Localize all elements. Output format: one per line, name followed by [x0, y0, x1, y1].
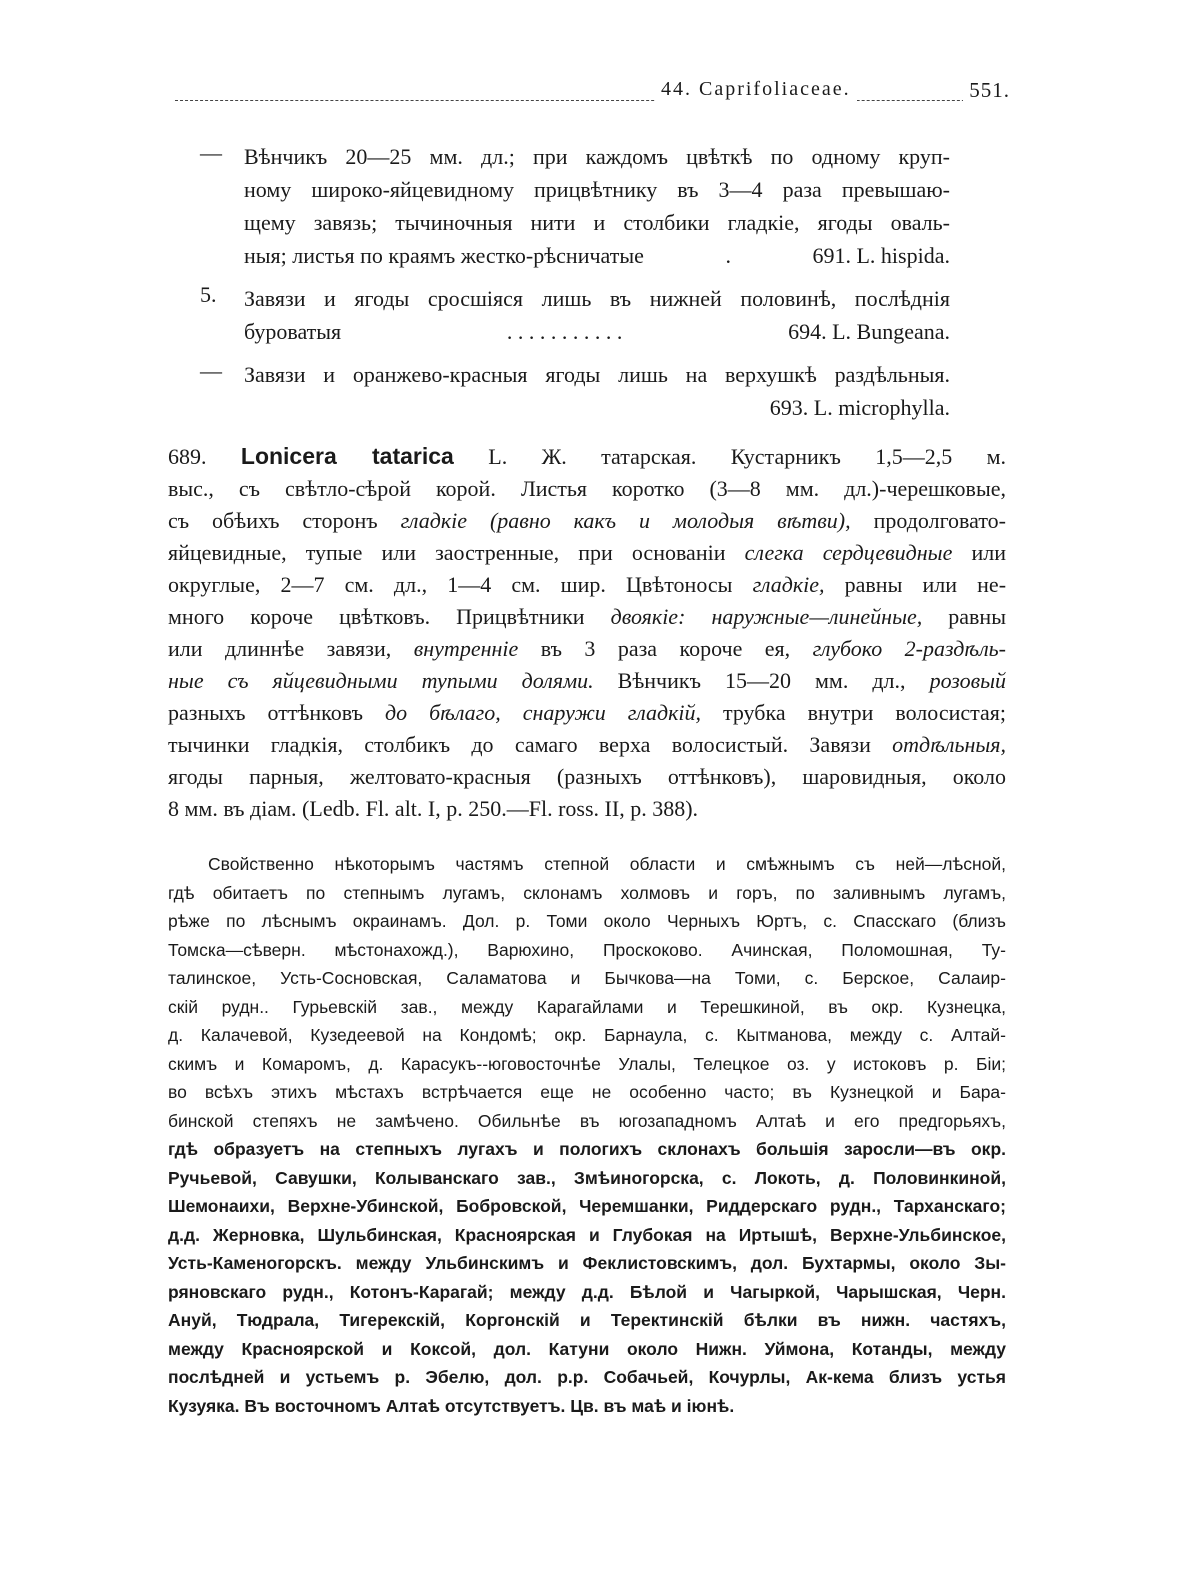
page-number: 551. [963, 78, 1010, 103]
key-dots: . [725, 243, 731, 268]
key-entry-microphylla [200, 358, 950, 424]
distrib-line: скимъ и Комаромъ, д. Карасукъ--юговосточнѣе Улалы, Телецкое оз. у истоковъ р. Біи; [168, 1053, 1006, 1074]
distrib-line: талинское, Усть-Сосновская, Саламатова и Бычкова—на Томи, с. Берское, Салаир- [168, 968, 1006, 988]
distrib-line: Ручьевой, Савушки, Колыванскаго зав., Змѣиногорска, с. Локоть, д. Половинкиной, [168, 1167, 1006, 1188]
desc-line [168, 537, 1006, 569]
key-final-text: буроватыя [244, 319, 342, 344]
desc-text: разныхъ оттѣнковъ [168, 700, 363, 725]
desc-line [168, 505, 1006, 537]
distrib-line: Усть-Каменогорскъ. между Ульбинскимъ и Феклистовскимъ, дол. Бухтармы, около Зы- [168, 1253, 1006, 1273]
desc-text: или длиннѣе завязи, [168, 636, 392, 661]
desc-text: или [971, 540, 1006, 565]
distrib-line: между Красноярской и Коксой, дол. Катуни около Нижн. Уймона, Котанды, между [168, 1338, 1006, 1359]
desc-italic: розовый [929, 668, 1007, 693]
species-name: Lonicera tatarica [240, 443, 454, 469]
desc-text: продолговато- [873, 508, 1007, 533]
key-line: щему завязь; тычиночныя нити и столбики гладкіе, ягоды оваль- [244, 210, 950, 235]
distrib-line: Ануй, Тюдрала, Тигерекскій, Коргонскій и Теректинскій бѣлки въ нижн. частяхъ, [168, 1310, 1006, 1330]
desc-line [168, 569, 1006, 601]
desc-italic: отдѣльныя, [892, 732, 1007, 757]
distrib-line: д. Калачевой, Кузедеевой на Кондомѣ; окр. Барнаула, с. Кытманова, между с. Алтай- [168, 1025, 1006, 1045]
desc-line: ягоды парныя, желтовато-красныя (разныхъ оттѣнковъ), шаровидныя, около [168, 764, 1006, 789]
header-rule [175, 100, 1010, 101]
distrib-line: послѣдней и устьемъ р. Эбелю, дол. р.р. Собачьей, Кочурлы, Ак-кема близъ устья [168, 1367, 1006, 1387]
desc-text: равны или не- [844, 572, 1007, 597]
key-line: Вѣнчикъ 20—25 мм. дл.; при каждомъ цвѣткѣ по одному круп- [244, 144, 950, 169]
desc-text: съ обѣихъ сторонъ [168, 508, 378, 533]
distrib-line: рѣже по лѣснымъ окраинамъ. Дол. р. Томи около Черныхъ Юртъ, с. Спасскаго (близъ [168, 911, 1006, 931]
key-line: ному широко-яйцевидному прицвѣтнику въ 3—4 раза превышаю- [244, 177, 950, 202]
key-final-line [244, 315, 950, 348]
key-mark: — [200, 358, 222, 383]
key-entry-bungeana [200, 282, 950, 348]
desc-line [168, 665, 1006, 697]
desc-line [168, 601, 1006, 633]
key-final-line [244, 239, 950, 272]
species-description [168, 440, 1006, 825]
distrib-line: во всѣхъ этихъ мѣстахъ встрѣчается еще не особенно часто; въ Кузнецкой и Бара- [168, 1082, 1006, 1102]
distribution-text [168, 850, 1006, 1420]
distrib-line: Шемонаихи, Верхне-Убинской, Бобровской, Черемшанки, Риддерскаго рудн., Тарханскаго; [168, 1196, 1006, 1216]
desc-italic: гладкіе, [752, 572, 825, 597]
desc-text: тычинки гладкія, столбикъ до самаго верха волосистый. Завязи [168, 732, 871, 757]
key-line: Завязи и ягоды сросшіяся лишь въ нижней половинѣ, послѣднія [244, 286, 950, 311]
key-species-ref: 694. L. Bungeana. [788, 319, 950, 344]
distrib-line: д.д. Жерновка, Шульбинская, Красноярская и Глубокая на Иртышѣ, Верхне-Ульбинское, [168, 1224, 1006, 1245]
desc-line [168, 633, 1006, 665]
desc-text: равны [948, 604, 1006, 629]
distrib-line: Кузуяка. Въ восточномъ Алтаѣ отсутствуетъ. Цв. въ маѣ и іюнѣ. [168, 1395, 735, 1416]
desc-text: L. Ж. татарская. Кустарникъ 1,5—2,5 м. [488, 444, 1006, 469]
distrib-line: бинской степяхъ не замѣчено. Обильнѣе въ югозападномъ Алтаѣ и его предгорьяхъ, [168, 1110, 1006, 1131]
key-dots: . . . . . . . . . . . [506, 319, 623, 344]
desc-line [168, 440, 1006, 473]
desc-line: выс., съ свѣтло-сѣрой корой. Листья коротко (3—8 мм. дл.)-черешковые, [168, 476, 1006, 501]
distrib-line: гдѣ обитаетъ по степнымъ лугамъ, склонамъ холмовъ и горъ, по заливнымъ лугамъ, [168, 882, 1006, 903]
desc-italic: до бѣлаго, снаружи гладкій, [384, 700, 701, 725]
desc-line [168, 697, 1006, 729]
key-mark: 5. [200, 282, 217, 307]
key-final-text: ныя; листья по краямъ жестко-рѣсничатые [244, 243, 644, 268]
key-mark: — [200, 140, 222, 165]
desc-italic: внутренніе [413, 636, 519, 661]
desc-italic: гладкіе (равно какъ и молодыя вѣтви), [400, 508, 851, 533]
family-title: 44. Caprifoliaceae. [655, 78, 857, 101]
key-entry-hispida [200, 140, 950, 272]
desc-text: трубка внутри волосистая; [722, 700, 1007, 725]
key-species-ref: 691. L. hispida. [812, 243, 950, 268]
desc-italic: ные съ яйцевидными тупыми долями. [168, 668, 594, 693]
desc-text: въ 3 раза короче ея, [540, 636, 791, 661]
desc-italic: двоякіе: наружные—линейные, [610, 604, 923, 629]
desc-italic: глубоко 2-раздѣль- [812, 636, 1007, 661]
key-species-ref: 693. L. microphylla. [769, 395, 950, 420]
distrib-line: гдѣ образуетъ на степныхъ лугахъ и пологихъ склонахъ большія заросли—въ окр. [168, 1139, 1006, 1159]
identification-key [200, 140, 950, 434]
desc-line: 8 мм. въ діам. (Ledb. Fl. alt. I, p. 250.—Fl. ross. II, p. 388). [168, 796, 699, 821]
distrib-line: ряновскаго рудн., Котонъ-Карагай; между д.д. Бѣлой и Чагыркой, Чарышская, Черн. [168, 1281, 1006, 1302]
desc-text: Вѣнчикъ 15—20 мм. дл., [617, 668, 906, 693]
desc-italic: слегка сердцевидные [744, 540, 953, 565]
desc-text: много короче цвѣтковъ. Прицвѣтники [168, 604, 585, 629]
distrib-line: Томска—сѣверн. мѣстонахожд.), Варюхино, Проскоково. Ачинская, Поломошная, Ту- [168, 939, 1006, 960]
desc-text: округлые, 2—7 см. дл., 1—4 см. шир. Цвѣтоносы [168, 572, 733, 597]
desc-text: яйцевидные, тупые или заостренные, при основаніи [168, 540, 726, 565]
distrib-line: скій рудн.. Гурьевскій зав., между Карагайлами и Терешкиной, въ окр. Кузнецка, [168, 996, 1006, 1017]
distrib-line: Свойственно нѣкоторымъ частямъ степной области и смѣжнымъ съ ней—лѣсной, [208, 854, 1006, 874]
key-line: Завязи и оранжево-красныя ягоды лишь на верхушкѣ раздѣльныя. [244, 362, 950, 387]
running-header [175, 78, 1010, 108]
desc-line [168, 729, 1006, 761]
species-number: 689. [168, 444, 207, 469]
